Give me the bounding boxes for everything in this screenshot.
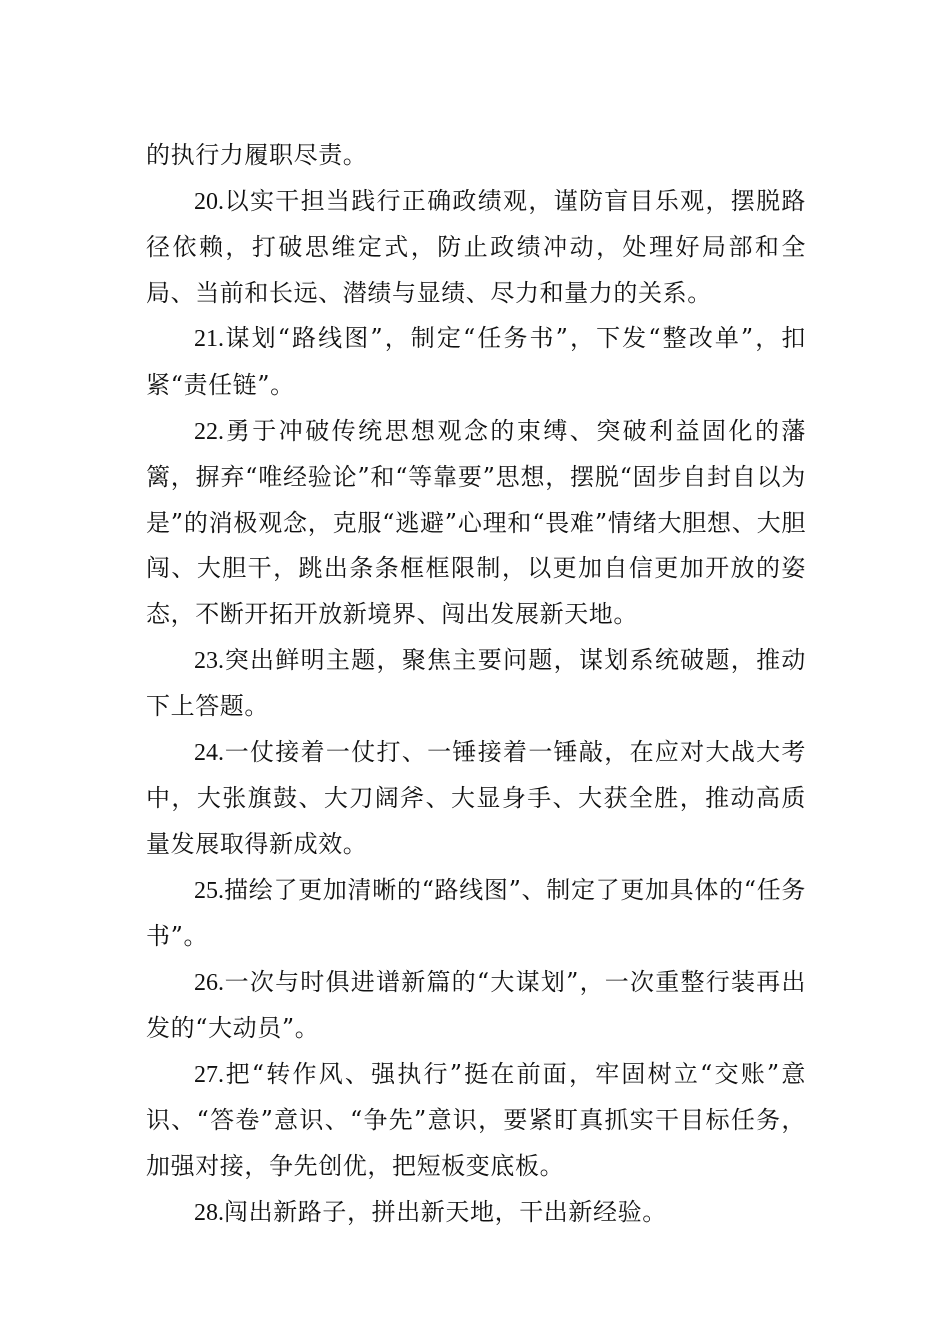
list-item-22 [146, 409, 806, 638]
item-number: 23. [194, 647, 224, 674]
item-number: 24. [194, 739, 224, 766]
item-text: 突出鲜明主题，聚焦主要问题，谋划系统破题，推动下上答题。 [146, 645, 806, 721]
list-item-21 [146, 316, 806, 408]
paragraph-continued [146, 133, 806, 179]
list-item-24 [146, 730, 806, 868]
list-item-20 [146, 179, 806, 317]
document-body [146, 133, 806, 1236]
item-text: 把“转作风、强执行”挺在前面，牢固树立“交账”意识、“答卷”意识、“争先”意识，要紧盯真抓实干目标任务，加强对接，争先创优，把短板变底板。 [146, 1059, 806, 1181]
item-number: 26. [194, 969, 224, 996]
item-text: 以实干担当践行正确政绩观，谨防盲目乐观，摆脱路径依赖，打破思维定式，防止政绩冲动，处理好局部和全局、当前和长远、潜绩与显绩、尽力和量力的关系。 [146, 186, 806, 307]
item-text: 一仗接着一仗打、一锤接着一锤敲，在应对大战大考中，大张旗鼓、大刀阔斧、大显身手、大获全胜，推动高质量发展取得新成效。 [146, 737, 806, 858]
item-number: 27. [194, 1061, 224, 1088]
list-item-28 [146, 1190, 806, 1237]
item-number: 25. [194, 877, 224, 904]
list-item-27 [146, 1052, 806, 1190]
item-number: 28. [194, 1199, 224, 1226]
paragraph-text: 的执行力履职尽责。 [146, 141, 368, 169]
item-text: 谋划“路线图”，制定“任务书”，下发“整改单”，扣紧“责任链”。 [146, 324, 806, 399]
item-text: 闯出新路子，拼出新天地，干出新经验。 [224, 1197, 667, 1226]
item-number: 21. [194, 326, 224, 353]
item-text: 一次与时俱进谱新篇的“大谋划”，一次重整行装再出发的“大动员”。 [146, 967, 806, 1043]
list-item-25 [146, 868, 806, 960]
item-number: 20. [194, 188, 224, 215]
list-item-23 [146, 638, 806, 730]
list-item-26 [146, 960, 806, 1052]
item-text: 描绘了更加清晰的“路线图”、制定了更加具体的“任务书”。 [146, 875, 806, 951]
item-text: 勇于冲破传统思想观念的束缚、突破利益固化的藩篱，摒弃“唯经验论”和“等靠要”思想，摆脱“固步自封自以为是”的消极观念，克服“逃避”心理和“畏难”情绪大胆想、大胆闯、大胆干，跳出条条框框限制，以更加自信更加开放的姿态，不断开拓开放新境界、闯出发展新天地。 [146, 416, 806, 628]
item-number: 22. [194, 418, 224, 445]
